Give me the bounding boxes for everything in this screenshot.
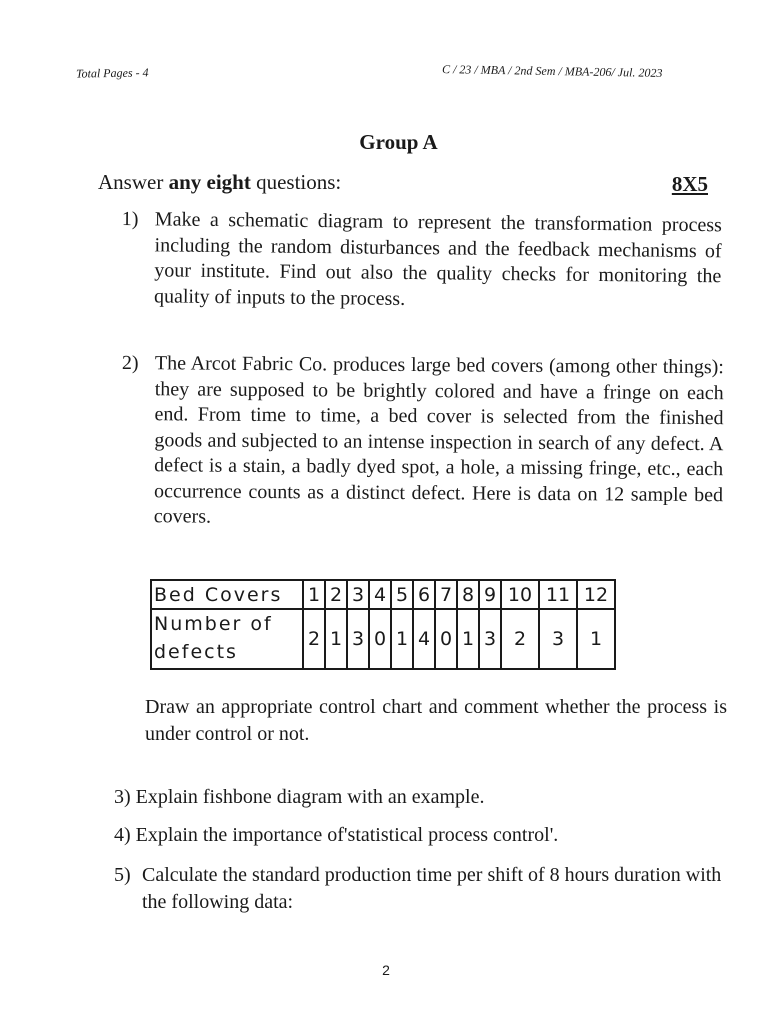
instructions-line [98, 170, 708, 195]
instructions-prefix: Answer [98, 170, 169, 194]
question-5 [114, 862, 728, 916]
group-title: Group A [359, 130, 438, 154]
table-cell: 3 [347, 580, 369, 609]
defect-data-table [150, 579, 616, 670]
question-3 [114, 784, 484, 811]
total-pages-header: Total Pages - 4 [75, 65, 149, 81]
table-cell: 2 [303, 609, 325, 669]
table-cell: 3 [479, 609, 501, 669]
question-2-followup: Draw an appropriate control chart and comment whether the process is under control or not. [145, 696, 727, 745]
table-cell: 3 [539, 609, 577, 669]
question-4 [114, 822, 558, 849]
question-text: Calculate the standard production time per shift of 8 hours duration with the following data: [142, 864, 722, 913]
question-text: Make a schematic diagram to represent the transformation process including the random disturbances and the feedback mechanisms of your institute. Find out also the quality checks for monitoring the quality of inputs to the process. [153, 208, 722, 310]
page-number: 2 [382, 962, 390, 978]
defects-label: Number of defects [151, 609, 303, 669]
table-cell: 0 [435, 609, 457, 669]
table-cell: 10 [501, 580, 539, 609]
table-cell: 8 [457, 580, 479, 609]
table-cell: 7 [435, 580, 457, 609]
table-cell: 0 [369, 609, 391, 669]
table-cell: 12 [577, 580, 615, 609]
question-number: 3) [114, 786, 131, 808]
bed-covers-row [151, 580, 615, 609]
bed-covers-label: Bed Covers [151, 580, 303, 609]
question-number: 2) [121, 351, 139, 375]
table-cell: 5 [391, 580, 413, 609]
table-cell: 1 [303, 580, 325, 609]
table-cell: 1 [457, 609, 479, 669]
table-cell: 2 [325, 580, 347, 609]
defects-row [151, 609, 615, 669]
table-cell: 11 [539, 580, 577, 609]
table-cell: 1 [391, 609, 413, 669]
table-cell: 1 [577, 609, 615, 669]
question-number: 5) [114, 864, 131, 886]
question-text: The Arcot Fabric Co. produces large bed covers (among other things): they are supposed to be brightly colored and have a fringe on each end. From time to time, a bed cover is selected from the finished goods and subjected to an intense inspection in search of any defect. A defect is a stain, a badly dyed spot, a hole, a missing fringe, etc., each occurrence counts as a distinct defect. Here is data on 12 sample bed covers. [153, 352, 724, 528]
table-cell: 1 [325, 609, 347, 669]
exam-code-header: C / 23 / MBA / 2nd Sem / MBA-206/ Jul. 2023 [441, 62, 663, 80]
table-cell: 4 [413, 609, 435, 669]
question-number: 4) [114, 824, 131, 846]
table-cell: 3 [347, 609, 369, 669]
question-number: 1) [121, 207, 139, 231]
question-2 [121, 351, 724, 534]
marks-label: 8X5 [671, 172, 708, 196]
instructions-bold: any eight [168, 170, 251, 194]
question-1 [121, 207, 722, 315]
question-text: Explain the importance of'statistical process control'. [135, 824, 559, 846]
question-text: Explain fishbone diagram with an example. [135, 786, 485, 808]
table-cell: 2 [501, 609, 539, 669]
table-cell: 6 [413, 580, 435, 609]
table-cell: 4 [369, 580, 391, 609]
table-cell: 9 [479, 580, 501, 609]
instructions-suffix: questions: [250, 170, 342, 194]
